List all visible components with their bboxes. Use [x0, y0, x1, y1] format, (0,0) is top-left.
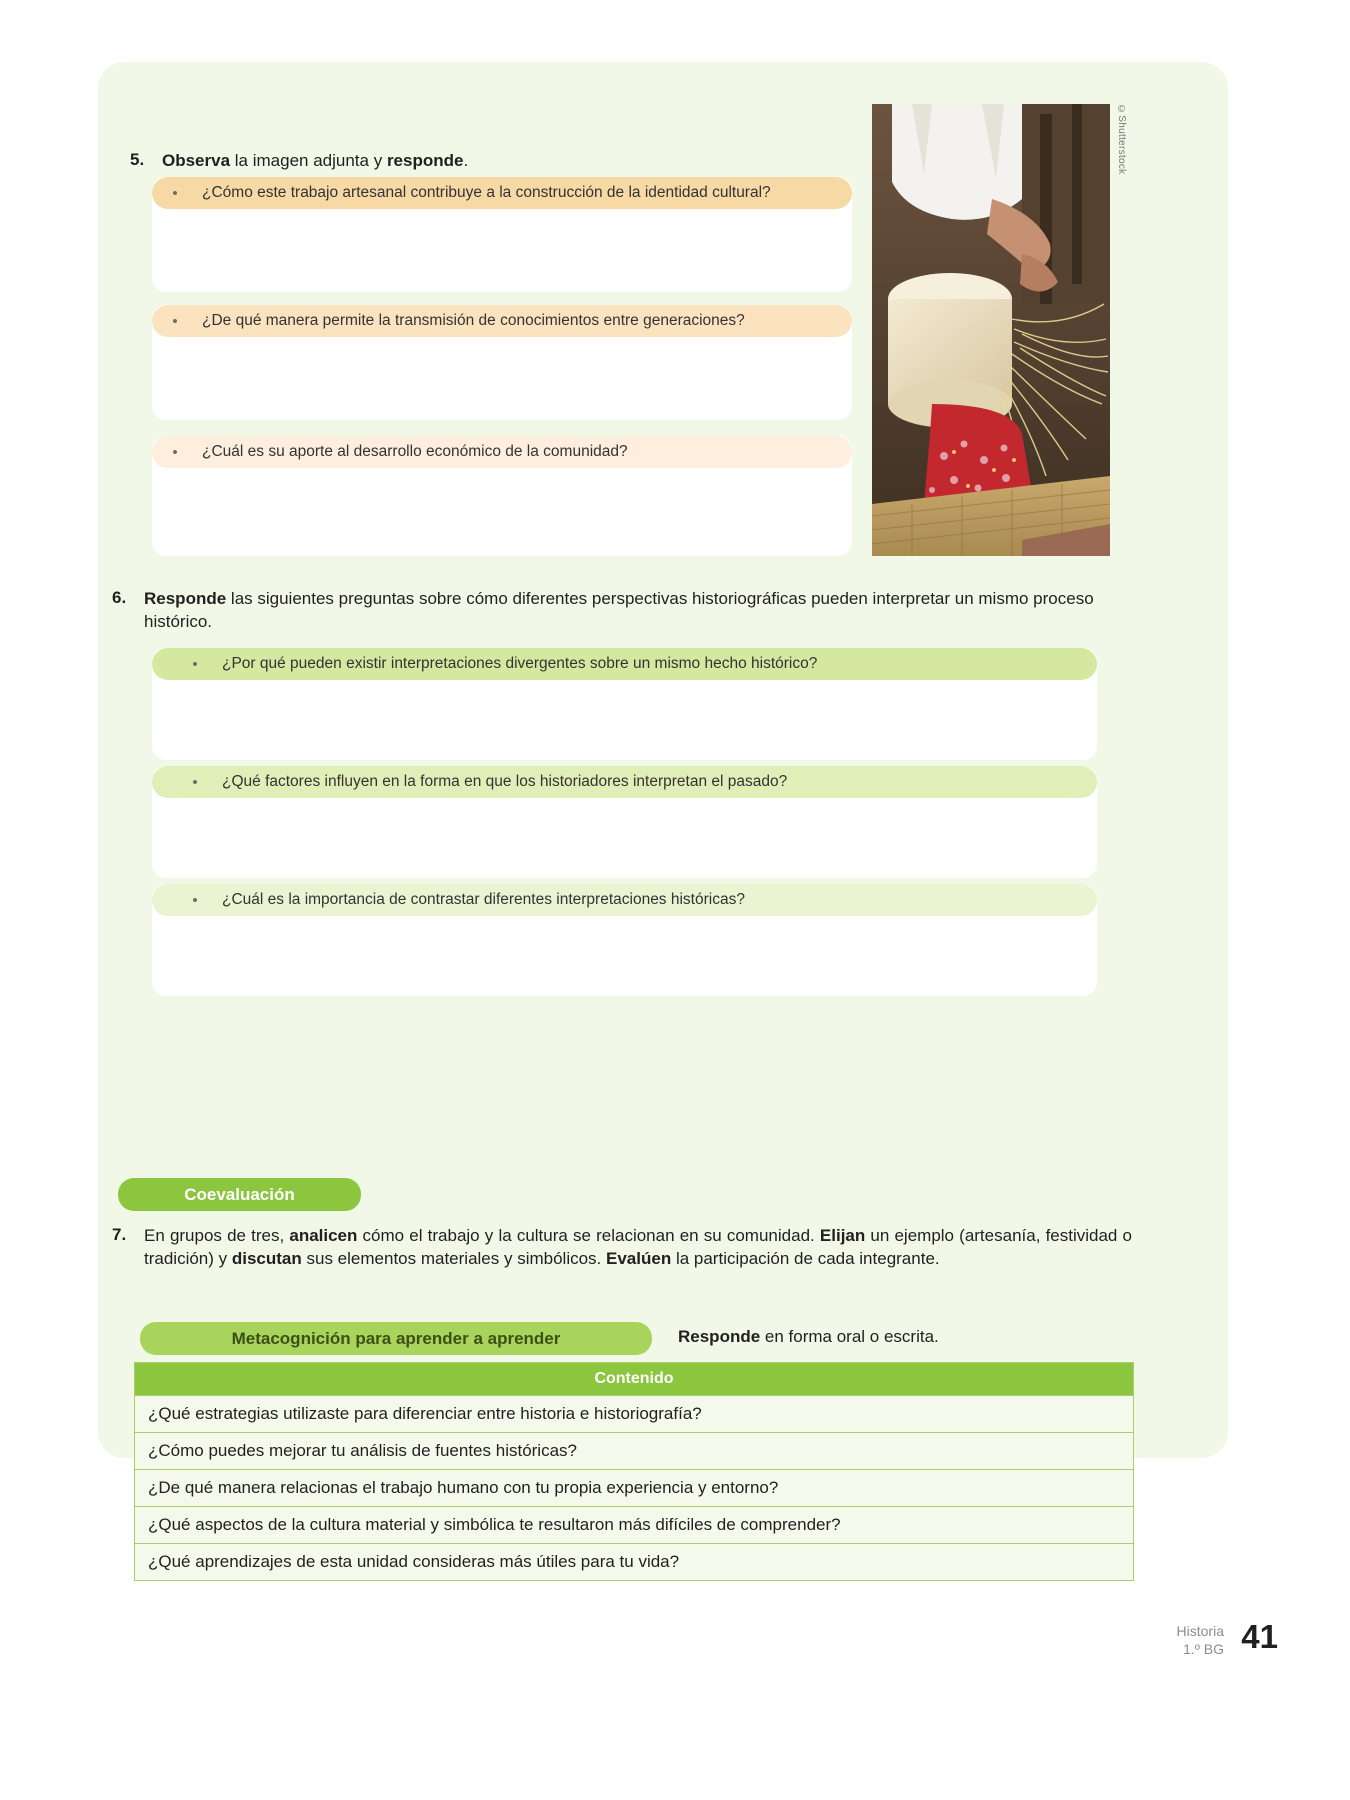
coev-b1: analicen — [289, 1226, 358, 1245]
exercise-6-heading — [112, 588, 1132, 634]
coev-b2: Elijan — [819, 1226, 866, 1245]
bullet-icon: • — [172, 312, 178, 330]
footer-subject: Historia — [1176, 1623, 1224, 1639]
exercise-5-mid: la imagen adjunta y — [230, 151, 387, 170]
question-6-3 — [152, 884, 1097, 916]
artesania-photo-illustration — [872, 104, 1110, 556]
coev-p5: la participación de cada integrante. — [671, 1248, 940, 1268]
question-5-2-text: ¿De qué manera permite la transmisión de conocimientos entre generaciones? — [202, 312, 745, 329]
question-6-2 — [152, 766, 1097, 798]
answer-area-5-2[interactable] — [152, 305, 852, 420]
question-6-1 — [152, 648, 1097, 680]
coevaluacion-badge: Coevaluación — [118, 1178, 361, 1211]
page-number: 41 — [1241, 1618, 1278, 1655]
question-5-2 — [152, 305, 852, 337]
coev-p3: un ejemplo (artesanía, festividad o tradición) y — [144, 1226, 1132, 1268]
photo-credit: ©Shutterstock — [1116, 104, 1127, 175]
metacognicion-table — [134, 1362, 1134, 1581]
footer-subject-block — [1177, 1622, 1224, 1658]
table-row[interactable]: ¿Qué aprendizajes de esta unidad consideras más útiles para tu vida? — [135, 1544, 1133, 1580]
table-row[interactable]: ¿Qué estrategias utilizaste para diferenciar entre historia e historiografía? — [135, 1396, 1133, 1433]
bullet-icon: • — [172, 184, 178, 202]
bullet-icon: • — [192, 891, 198, 909]
exercise-7-instruction — [144, 1225, 1132, 1271]
coev-b3: discutan — [231, 1248, 302, 1268]
question-5-1-text: ¿Cómo este trabajo artesanal contribuye a la construcción de la identidad cultural? — [202, 184, 771, 201]
artesania-photo — [872, 104, 1110, 556]
exercise-7 — [112, 1225, 1132, 1271]
coev-p2: cómo el trabajo y la cultura se relacionan en su comunidad. — [357, 1226, 820, 1245]
exercise-5-heading — [130, 150, 870, 173]
question-5-3 — [152, 436, 852, 468]
exercise-5-bold-verb2: responde — [386, 151, 464, 170]
metacog-bold: Responde — [678, 1327, 761, 1346]
answer-area-6-3[interactable] — [152, 884, 1097, 996]
bullet-icon: • — [192, 773, 198, 791]
answer-area-6-1[interactable] — [152, 648, 1097, 760]
exercise-5-bold-verb: Observa — [162, 151, 231, 170]
answer-area-5-3[interactable] — [152, 436, 852, 556]
exercise-5-end: . — [463, 151, 469, 170]
exercise-7-number: 7. — [112, 1225, 127, 1244]
bullet-icon: • — [172, 443, 178, 461]
question-6-1-text: ¿Por qué pueden existir interpretaciones divergentes sobre un mismo hecho histórico? — [222, 655, 818, 672]
table-row[interactable]: ¿Cómo puedes mejorar tu análisis de fuentes históricas? — [135, 1433, 1133, 1470]
metacognicion-instruction — [678, 1327, 939, 1347]
answer-area-5-1[interactable] — [152, 177, 852, 292]
table-row[interactable]: ¿Qué aspectos de la cultura material y simbólica te resultaron más difíciles de comprender? — [135, 1507, 1133, 1544]
question-6-2-text: ¿Qué factores influyen en la forma en que los historiadores interpretan el pasado? — [222, 773, 788, 790]
exercise-6-number: 6. — [112, 588, 127, 607]
coev-b4: Evalúen — [606, 1248, 672, 1268]
exercise-6-bold-verb: Responde — [144, 589, 227, 608]
bullet-icon: • — [192, 655, 198, 673]
question-6-3-text: ¿Cuál es la importancia de contrastar diferentes interpretaciones históricas? — [222, 891, 745, 908]
coev-p1: En grupos de tres, — [144, 1226, 290, 1245]
metacognicion-badge: Metacognición para aprender a aprender — [140, 1322, 652, 1355]
question-5-1 — [152, 177, 852, 209]
coev-p4: sus elementos materiales y simbólicos. — [301, 1248, 607, 1268]
question-5-3-text: ¿Cuál es su aporte al desarrollo económico de la comunidad? — [202, 443, 628, 460]
table-row[interactable]: ¿De qué manera relacionas el trabajo humano con tu propia experiencia y entorno? — [135, 1470, 1133, 1507]
footer-level: 1.º BG — [1183, 1641, 1224, 1658]
exercise-5-instruction — [162, 150, 468, 173]
exercise-5-number: 5. — [130, 150, 145, 169]
table-header-contenido: Contenido — [135, 1363, 1133, 1396]
exercise-6-instruction — [144, 588, 1132, 634]
answer-area-6-2[interactable] — [152, 766, 1097, 878]
metacog-rest: en forma oral o escrita. — [760, 1327, 939, 1346]
exercise-6-rest: las siguientes preguntas sobre cómo diferentes perspectivas historiográficas pueden interpretar un mismo proceso histórico. — [144, 589, 1094, 631]
